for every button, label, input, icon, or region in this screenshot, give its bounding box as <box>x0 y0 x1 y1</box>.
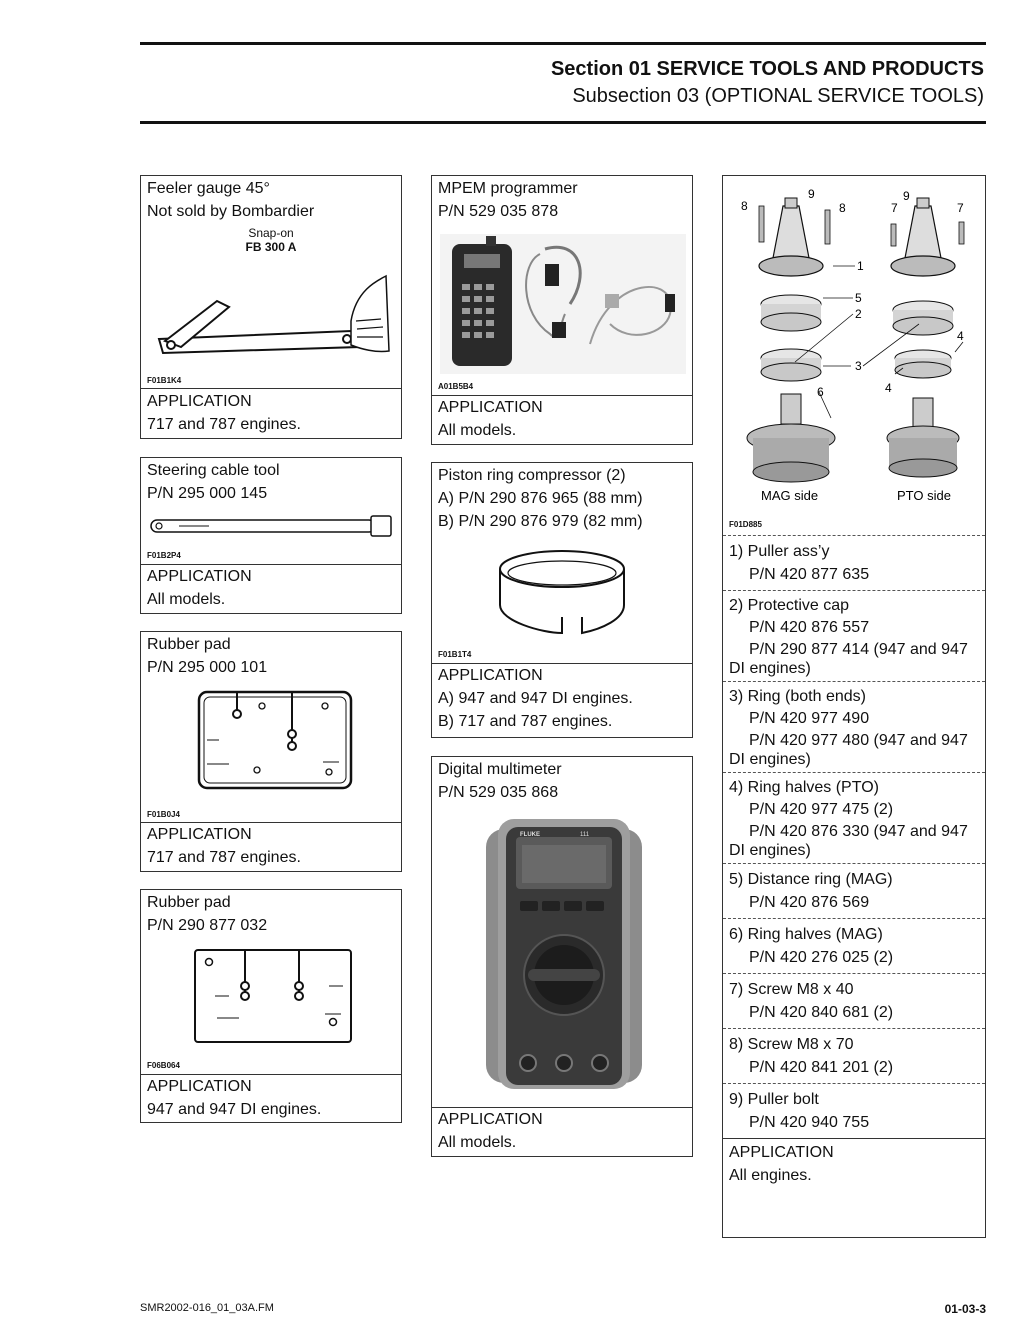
tool-card-steering-cable-tool <box>140 457 402 614</box>
application-text: All models. <box>438 1134 517 1151</box>
figure-code: F06B064 <box>147 1061 180 1070</box>
application-label: APPLICATION <box>438 1111 543 1128</box>
part-number: P/N 420 977 475 (2) <box>749 801 894 818</box>
application-text: All models. <box>438 422 517 439</box>
part-title: 5) Distance ring (MAG) <box>729 871 893 888</box>
list-item <box>723 591 985 681</box>
list-item <box>723 974 985 1028</box>
list-item <box>723 919 985 973</box>
callout-brand: Snap-on <box>248 226 294 240</box>
callout-4-lower: 4 <box>885 381 892 395</box>
part-number: P/N 420 840 681 (2) <box>749 1004 894 1021</box>
application-text: 717 and 787 engines. <box>147 416 301 433</box>
application-text-a: A) 947 and 947 DI engines. <box>438 690 633 707</box>
tool-card-piston-ring-compressor <box>431 462 693 738</box>
puller-assembly-illustration <box>723 176 985 521</box>
callout-9-pto: 9 <box>903 189 910 203</box>
list-item <box>723 1029 985 1083</box>
application-label: APPLICATION <box>147 1078 252 1095</box>
parts-list <box>723 535 985 1187</box>
part-number: P/N 420 276 025 (2) <box>749 949 894 966</box>
part-title: 7) Screw M8 x 40 <box>729 981 854 998</box>
part-title: 4) Ring halves (PTO) <box>729 779 879 796</box>
tool-card-puller-assembly <box>722 175 986 1238</box>
application-text-b: B) 717 and 787 engines. <box>438 713 613 730</box>
tool-part-number: P/N 529 035 878 <box>438 203 559 220</box>
figure-code: F01B2P4 <box>147 551 181 560</box>
meter-brand: FLUKE <box>520 832 540 838</box>
tool-card-rubber-pad-101 <box>140 631 402 872</box>
pto-side-label: PTO side <box>897 488 951 503</box>
part-title: 2) Protective cap <box>729 597 850 614</box>
part-number-continued: DI engines) <box>729 751 811 768</box>
tool-name: Rubber pad <box>147 636 231 653</box>
tool-note: Not sold by Bombardier <box>147 203 315 220</box>
callout-4-upper: 4 <box>957 329 964 343</box>
application-text: 717 and 787 engines. <box>147 849 301 866</box>
tool-name: MPEM programmer <box>438 180 578 197</box>
figure-code: A01B5B4 <box>438 382 474 391</box>
part-title: 6) Ring halves (MAG) <box>729 926 883 943</box>
application-label: APPLICATION <box>147 826 252 843</box>
callout-1: 1 <box>857 259 864 273</box>
header-rule <box>140 121 986 124</box>
application-label: APPLICATION <box>147 568 252 585</box>
mag-side-label: MAG side <box>761 488 819 503</box>
feeler-gauge-illustration <box>151 261 391 361</box>
part-number-continued: DI engines) <box>729 660 811 677</box>
figure-code: F01B0J4 <box>147 810 180 819</box>
figure-code: F01B1K4 <box>147 376 182 385</box>
part-number: P/N 420 977 490 <box>749 710 870 727</box>
application-label: APPLICATION <box>729 1144 834 1161</box>
part-title: 3) Ring (both ends) <box>729 688 866 705</box>
part-number: P/N 420 876 557 <box>749 619 870 636</box>
section-title: Section 01 SERVICE TOOLS AND PRODUCTS <box>550 58 984 80</box>
digital-multimeter-illustration <box>484 815 644 1093</box>
part-number: P/N 290 877 414 (947 and 947 <box>749 641 968 658</box>
tool-card-mpem-programmer <box>431 175 693 445</box>
tool-part-number: P/N 295 000 145 <box>147 485 268 502</box>
mpem-programmer-illustration <box>440 234 686 374</box>
steering-cable-tool-illustration <box>149 512 395 540</box>
part-number: P/N 420 940 755 <box>749 1114 870 1131</box>
tool-name: Feeler gauge 45° <box>147 180 270 197</box>
tool-name: Rubber pad <box>147 894 231 911</box>
callout-9-mag: 9 <box>808 187 815 201</box>
subsection-title: Subsection 03 (OPTIONAL SERVICE TOOLS) <box>572 85 984 107</box>
part-number: P/N 420 841 201 (2) <box>749 1059 894 1076</box>
footer-file-name: SMR2002-016_01_03A.FM <box>140 1302 274 1314</box>
page-number: 01-03-3 <box>944 1302 986 1316</box>
list-item <box>723 864 985 918</box>
tool-part-number: P/N 295 000 101 <box>147 659 268 676</box>
part-number-continued: DI engines) <box>729 842 811 859</box>
application-text: All engines. <box>729 1167 812 1184</box>
rubber-pad-illustration <box>193 948 353 1046</box>
figure-code: F01D885 <box>729 520 762 529</box>
tool-name: Piston ring compressor (2) <box>438 467 626 484</box>
meter-model: 111 <box>580 832 590 838</box>
part-title: 9) Puller bolt <box>729 1091 819 1108</box>
tool-card-rubber-pad-032 <box>140 889 402 1123</box>
application-text: All models. <box>147 591 226 608</box>
list-item <box>723 1084 985 1138</box>
application-text: 947 and 947 DI engines. <box>147 1101 322 1118</box>
part-number: P/N 420 876 330 (947 and 947 <box>749 823 968 840</box>
callout-5: 5 <box>855 291 862 305</box>
tool-name: Steering cable tool <box>147 462 280 479</box>
tool-part-number: P/N 290 877 032 <box>147 917 268 934</box>
figure-code: F01B1T4 <box>438 650 472 659</box>
callout-8-right: 8 <box>839 201 846 215</box>
tool-card-digital-multimeter <box>431 756 693 1157</box>
part-number: P/N 420 977 480 (947 and 947 <box>749 732 968 749</box>
callout-model: FB 300 A <box>245 240 297 254</box>
part-number: P/N 420 877 635 <box>749 566 870 583</box>
callout-7-left: 7 <box>891 201 898 215</box>
top-rule <box>140 42 986 45</box>
rubber-pad-illustration <box>197 690 353 792</box>
application-label: APPLICATION <box>147 393 252 410</box>
list-item <box>723 536 985 590</box>
callout-6: 6 <box>817 385 824 399</box>
callout-2: 2 <box>855 307 862 321</box>
tool-part-number: P/N 529 035 868 <box>438 784 559 801</box>
application-label: APPLICATION <box>438 399 543 416</box>
callout-7-right: 7 <box>957 201 964 215</box>
list-item <box>723 682 985 772</box>
part-title: 1) Puller ass’y <box>729 543 830 560</box>
piston-ring-compressor-illustration <box>492 545 632 641</box>
tool-part-number-b: B) P/N 290 876 979 (82 mm) <box>438 513 643 530</box>
tool-part-number-a: A) P/N 290 876 965 (88 mm) <box>438 490 643 507</box>
list-item <box>723 773 985 863</box>
callout-3: 3 <box>855 359 862 373</box>
tool-name: Digital multimeter <box>438 761 562 778</box>
application-label: APPLICATION <box>438 667 543 684</box>
part-title: 8) Screw M8 x 70 <box>729 1036 854 1053</box>
callout-8-left: 8 <box>741 199 748 213</box>
tool-card-feeler-gauge <box>140 175 402 439</box>
part-number: P/N 420 876 569 <box>749 894 870 911</box>
